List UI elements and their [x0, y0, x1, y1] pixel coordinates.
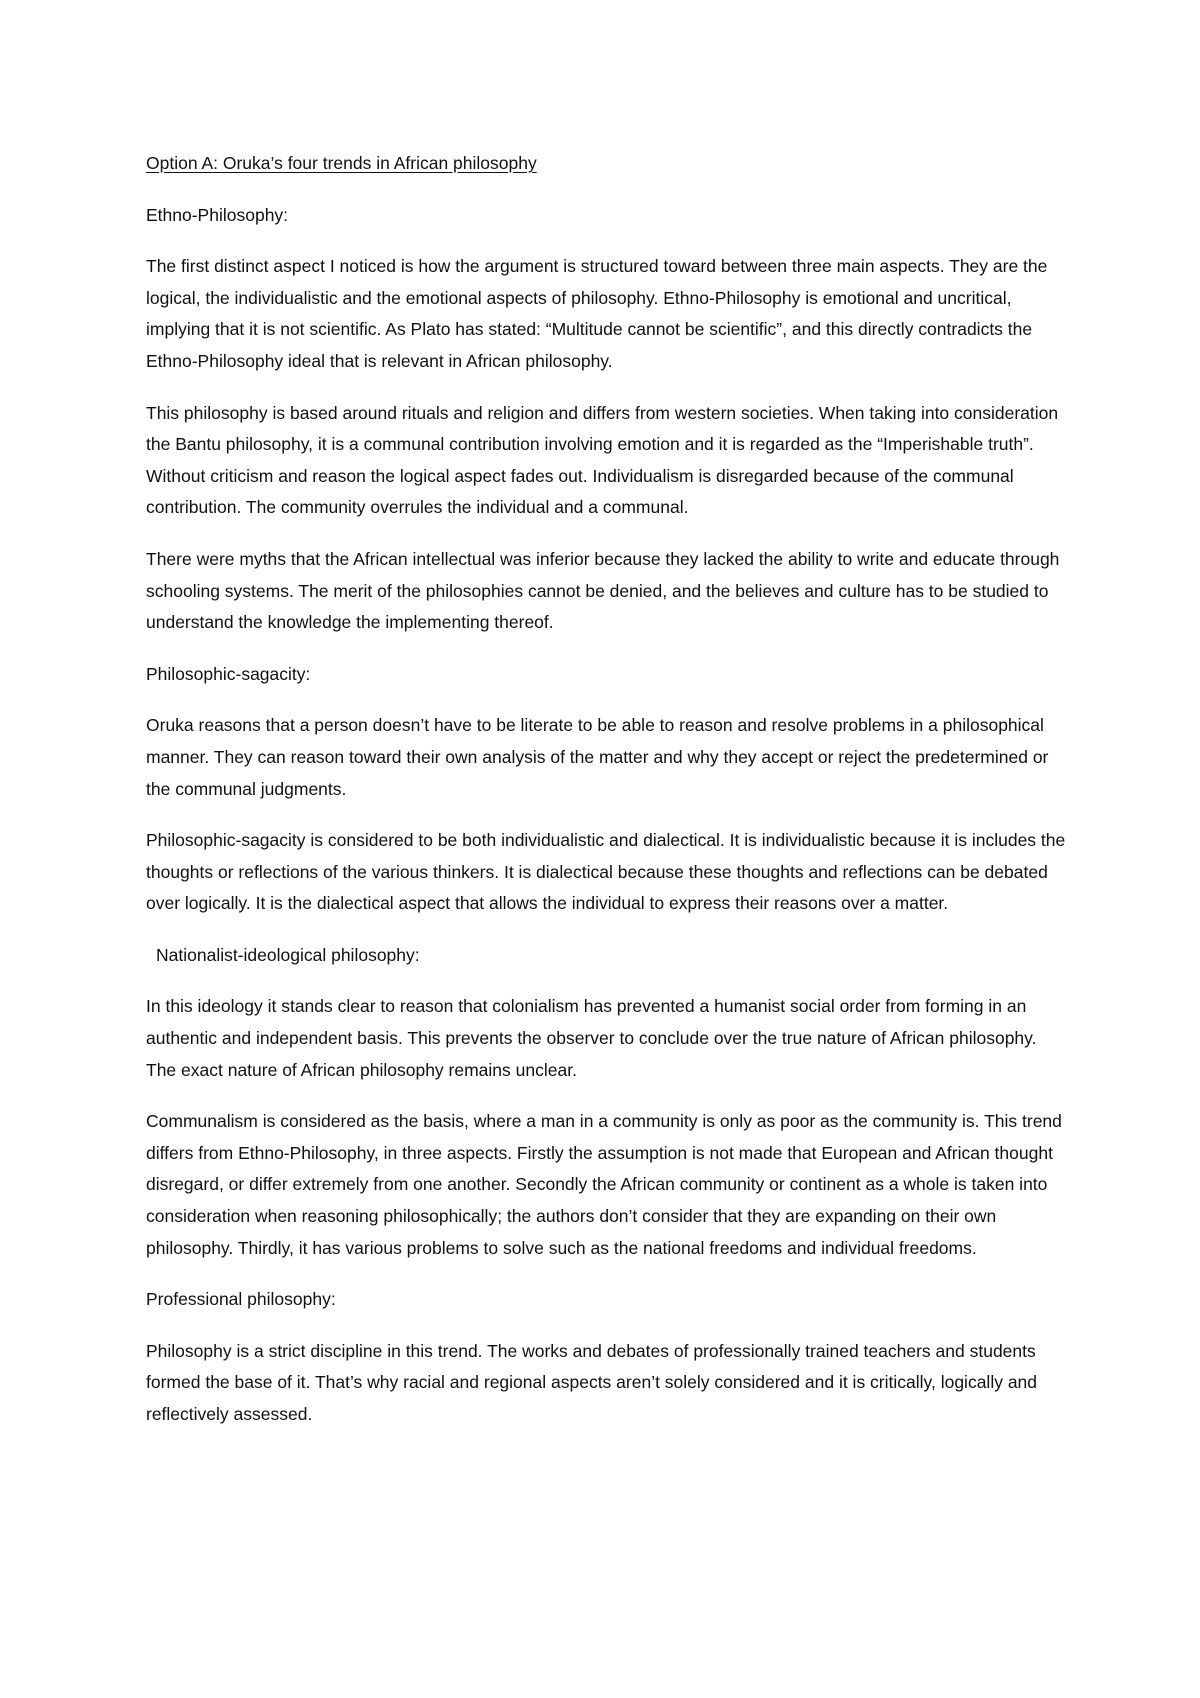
- section-heading-professional-philosophy: Professional philosophy:: [146, 1289, 336, 1310]
- document-title: Option A: Oruka’s four trends in African philosophy: [146, 153, 537, 173]
- paragraph: The first distinct aspect I noticed is how the argument is structured toward between three main aspects. They are the logical, the individualistic and the emotional aspects of philosophy. Ethno-Philosophy is emotional and uncritical, implying that it is not scientific. As Plato has stated: “Multitude cannot be scientific”, and this directly contradicts the Ethno-Philosophy ideal that is relevant in African philosophy.: [146, 256, 1048, 371]
- section-heading-ethno-philosophy: Ethno-Philosophy:: [146, 204, 289, 225]
- paragraph: Oruka reasons that a person doesn’t have to be literate to be able to reason and resolve problems in a philosophical manner. They can reason toward their own analysis of the matter and why they accept or reject the predetermined or the communal judgments.: [146, 715, 1049, 799]
- paragraph: Philosophy is a strict discipline in this trend. The works and debates of professionally trained teachers and students formed the base of it. That’s why racial and regional aspects aren’t solely considered and it is critically, logically and reflectively assessed.: [146, 1340, 1038, 1424]
- document-body: [146, 148, 1066, 1431]
- paragraph: There were myths that the African intellectual was inferior because they lacked the ability to write and educate through schooling systems. The merit of the philosophies cannot be denied, and the believes and culture has to be studied to understand the knowledge the implementing thereof.: [146, 548, 1060, 633]
- section-heading-philosophic-sagacity: Philosophic-sagacity:: [146, 663, 311, 684]
- paragraph: Communalism is considered as the basis, where a man in a community is only as poor as the community is. This trend differs from Ethno-Philosophy, in three aspects. Firstly the assumption is not made that European and African thought disregard, or differ extremely from one another. Secondly the African community or continent as a whole is taken into consideration when reasoning philosophically; the authors don’t consider that they are expanding on their own philosophy. Thirdly, it has various problems to solve such as the national freedoms and individual freedoms.: [146, 1111, 1062, 1258]
- paragraph: This philosophy is based around rituals and religion and differs from western societies. When taking into consideration the Bantu philosophy, it is a communal contribution involving emotion and it is regarded as the “Imperishable truth”. Without criticism and reason the logical aspect fades out. Individualism is disregarded because of the communal contribution. The community overrules the individual and a communal.: [146, 402, 1059, 518]
- section-heading-nationalist-ideological: Nationalist-ideological philosophy:: [156, 944, 420, 965]
- paragraph: Philosophic-sagacity is considered to be both individualistic and dialectical. It is individualistic because it is includes the thoughts or reflections of the various thinkers. It is dialectical because these thoughts and reflections can be debated over logically. It is the dialectical aspect that allows the individual to express their reasons over a matter.: [146, 830, 1066, 914]
- paragraph: In this ideology it stands clear to reason that colonialism has prevented a humanist social order from forming in an authentic and independent basis. This prevents the observer to conclude over the true nature of African philosophy. The exact nature of African philosophy remains unclear.: [146, 996, 1037, 1080]
